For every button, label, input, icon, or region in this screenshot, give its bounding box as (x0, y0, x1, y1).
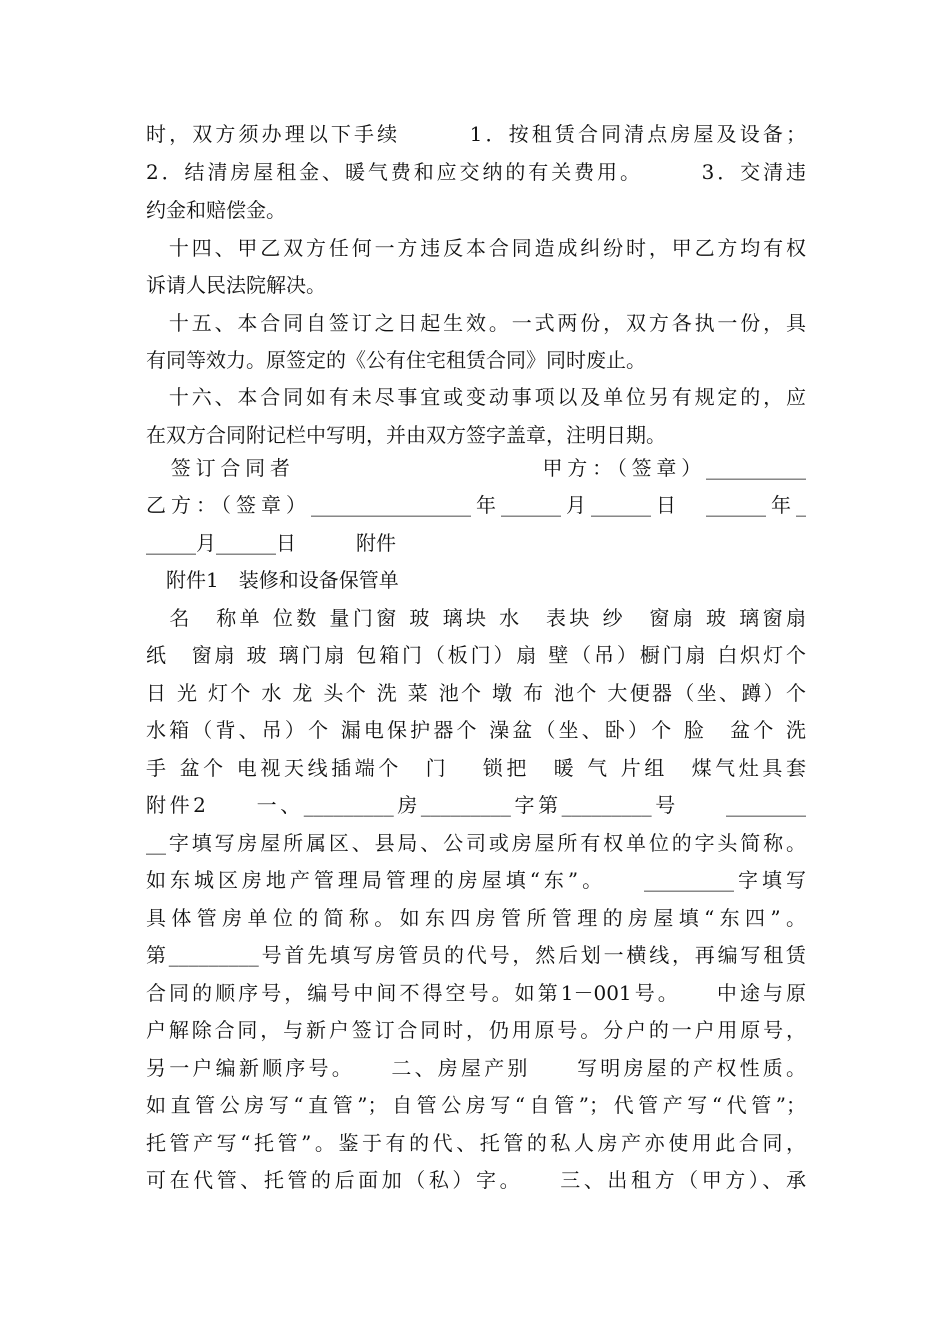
signature-line: _____月______日 附件 (146, 531, 396, 555)
text-line: 纸 窗扇 玻 璃门扇 包箱门（板门）扇 壁（吊）橱门扇 白炽灯个 (146, 643, 806, 667)
text-line: 附件2 一、_________房_________字第_________号 ________ (146, 793, 806, 817)
text-line: 另一户编新顺序号。 二、房屋产别 写明房屋的产权性质。 (146, 1056, 806, 1080)
attachment-heading: 附件1 装修和设备保管单 (146, 568, 399, 592)
text-line: 托管产写“托管”。鉴于有的代、托管的私人房产亦使用此合同， (146, 1131, 806, 1155)
text-line: 十四、甲乙双方任何一方违反本合同造成纠纷时，甲乙方均有权 (146, 236, 806, 260)
text-line: 有同等效力。原签定的《公有住宅租赁合同》同时废止。 (146, 348, 646, 372)
text-line: 如东城区房地产管理局管理的房屋填“东”。 _________字填写 (146, 868, 806, 892)
text-line: 十六、本合同如有未尽事宜或变动事项以及单位另有规定的，应 (146, 385, 806, 409)
text-line: 合同的顺序号，编号中间不得空号。如第1－001号。 中途与原 (146, 981, 806, 1005)
text-line: 诉请人民法院解决。 (146, 273, 326, 297)
text-line: 可在代管、托管的后面加（私）字。 三、出租方（甲方）、承 (146, 1168, 806, 1192)
text-line: 如直管公房写“直管”；自管公房写“自管”；代管产写“代管”； (146, 1093, 806, 1117)
text-line: 手 盆个 电视天线插端个 门 锁把 暖 气 片组 煤气灶具套 (146, 756, 806, 780)
text-line: 户解除合同，与新户签订合同时，仍用原号。分户的一户用原号， (146, 1018, 806, 1042)
text-line: 第_________号首先填写房管员的代号，然后划一横线，再编写租赁 (146, 943, 806, 967)
text-line: 水箱（背、吊）个 漏电保护器个 澡盆（坐、卧）个 脸 盆个 洗 (146, 718, 806, 742)
signature-line: 乙方：（签章）________________年______月______日 ______年_ (146, 493, 806, 517)
text-line: 日 光 灯个 水 龙 头个 洗 菜 池个 墩 布 池个 大便器（坐、蹲）个 (146, 681, 806, 705)
text-line: __字填写房屋所属区、县局、公司或房屋所有权单位的字头简称。 (146, 831, 806, 855)
text-line: 2．结清房屋租金、暖气费和应交纳的有关费用。 3．交清违 (146, 160, 806, 184)
text-line: 在双方合同附记栏中写明，并由双方签字盖章，注明日期。 (146, 423, 666, 447)
text-line: 时，双方须办理以下手续 1．按租赁合同清点房屋及设备； (146, 122, 806, 146)
signature-line: 签订合同者 甲方：（签章）__________ (146, 456, 806, 480)
text-line: 具体管房单位的简称。如东四房管所管理的房屋填“东四”。 (146, 906, 806, 930)
text-line: 名 称单 位数 量门窗 玻 璃块 水 表块 纱 窗扇 玻 璃窗扇 (146, 606, 806, 630)
text-line: 十五、本合同自签订之日起生效。一式两份，双方各执一份，具 (146, 311, 806, 335)
text-line: 约金和赔偿金。 (146, 198, 286, 222)
